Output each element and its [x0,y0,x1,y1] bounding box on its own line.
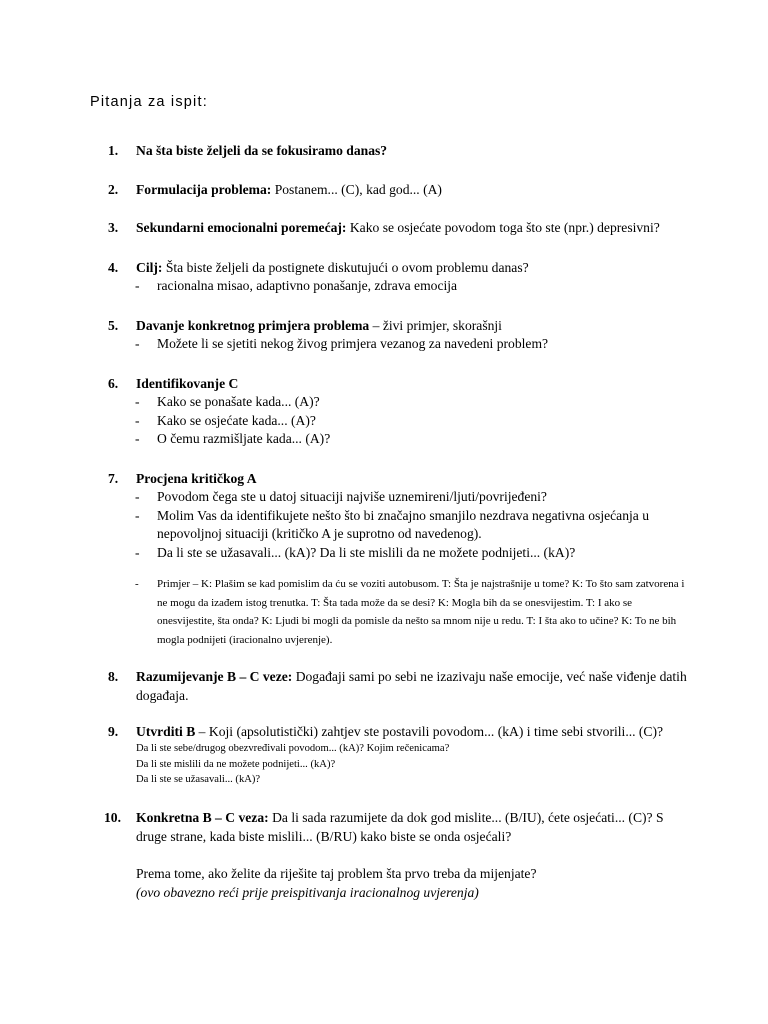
question-1 [0,141,768,160]
question-text: Postanem... (C), kad god... (A) [271,182,442,197]
question-text: – živi primjer, skorašnji [369,318,502,333]
question-5 [0,316,768,354]
paragraph: Prema tome, ako želite da riješite taj problem šta prvo treba da mijenjate? [136,866,537,881]
question-heading: Procjena kritičkog A [136,471,257,486]
list-item: - Kako se ponašate kada... (A)? [135,394,320,409]
question-heading: Davanje konkretnog primjera problema [136,318,370,333]
note-line: Da li ste se užasavali... (kA)? [136,774,261,786]
list-item: - Povodom čega ste u datoj situaciji najviše uznemireni/ljuti/povrijeđeni? [135,489,547,504]
question-6 [0,374,768,449]
question-9 [0,722,768,788]
question-text: Šta biste željeli da postignete diskutujući o ovom problemu danas? [162,260,529,275]
question-text: Kako se osjećate povodom toga što ste (npr.) depresivni? [346,220,660,235]
italic-note: (ovo obavezno reći prije preispitivanja iracionalnog uvjerenja) [136,885,479,900]
list-item: - Možete li se sjetiti nekog živog primjera vezanog za navedeni problem? [135,336,549,351]
page-title: Pitanja za ispit: [90,94,208,110]
question-text: Događaji sami po sebi ne izazivaju naše emocije, već naše viđenje datih događaja. [136,669,687,703]
question-number: 8. [108,669,119,684]
question-heading: Formulacija problema: [136,182,272,197]
question-heading: Identifikovanje C [136,376,239,391]
list-item: - Da li ste se užasavali... (kA)? Da li ste mislili da ne možete podnijeti... (kA)? [135,544,576,560]
list-item: - racionalna misao, adaptivno ponašanje, zdrava emocija [135,278,458,293]
question-8 [0,667,768,705]
question-heading: Na šta biste željeli da se fokusiramo danas? [136,143,388,158]
question-text: – Koji (apsolutistički) zahtjev ste postavili povodom... (kA) i time sebi stvorili... (C)? [195,724,664,739]
question-heading: Konkretna B – C veza: [136,810,269,825]
question-number: 3. [108,220,119,235]
list-item: - O čemu razmišljate kada... (A)? [135,431,331,446]
question-heading: Cilj: [136,260,163,275]
question-text: Da li sada razumijete da dok god mislite... (B/IU), ćete osjećati... (C)? S druge strane, kada biste mislili... (B/RU) kako biste se onda osjećali? [136,810,664,844]
question-7 [0,469,768,649]
note-line: Da li ste sebe/drugog obezvređivali povodom... (kA)? Kojim rečenicama? [136,743,450,754]
note-line: Da li ste mislili da ne možete podnijeti... (kA)? [136,758,336,770]
question-2 [0,180,768,199]
question-number: 2. [108,182,119,197]
question-number: 10. [104,810,121,825]
question-heading: Sekundarni emocionalni poremećaj: [136,220,347,235]
question-number: 7. [108,471,119,486]
list-item: - Molim Vas da identifikujete nešto što bi značajno smanjilo nezdrava negativna osjećanja u nepovoljnoj situaciji (kritičko A je suprotno od navedenog). [135,507,650,541]
dialogue-example: - Primjer – K: Plašim se kad pomislim da ću se voziti autobusom. T: Šta je najstrašnije u tome? K: To što sam zatvorena i ne mogu da izađem istog trenutka. T: Šta tada može da se desi? K: Mogla bih da se onesvijestim. T: I ako se onesvijestite, šta onda? K: Ljudi bi mogli da pomisle da nešto sa mnom nije u redu. T: I šta ako to učine? K: To ne bih mogla podnijeti (iracionalno uvjerenje). [135,578,685,646]
question-number: 5. [108,318,119,333]
question-10 [0,808,768,902]
question-4 [0,258,768,296]
question-number: 4. [108,260,119,275]
question-3 [0,218,768,237]
question-number: 1. [108,143,119,158]
question-number: 9. [108,724,119,739]
question-heading: Razumijevanje B – C veze: [136,669,293,684]
list-item: - Kako se osjećate kada... (A)? [135,412,316,428]
question-number: 6. [108,376,119,391]
question-heading: Utvrditi B [136,724,196,739]
